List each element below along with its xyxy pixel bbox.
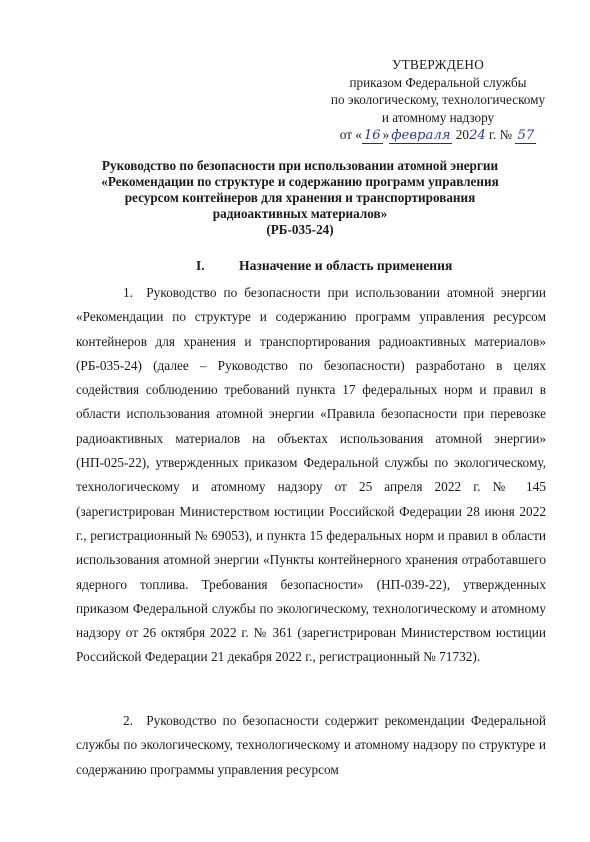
- title-line: ресурсом контейнеров для хранения и транспортирования: [124, 190, 476, 205]
- section-number: I.: [196, 258, 205, 273]
- order-separator: 20: [452, 127, 469, 142]
- document-title: [60, 158, 540, 238]
- order-day: 16: [363, 128, 381, 143]
- order-date-line: [318, 126, 558, 145]
- approval-heading: УТВЕРЖДЕНО: [391, 57, 485, 72]
- order-number: 57: [517, 128, 535, 143]
- order-separator: »: [382, 127, 390, 142]
- section-title: Назначение и область применения: [239, 258, 453, 273]
- title-line: радиоактивных материалов»: [212, 206, 388, 221]
- document-code: (РБ-035-24): [266, 222, 334, 237]
- paragraph-2: 2. Руководство по безопасности содержит рекомендации Федеральной службы по экологическому, технологическому и атомному надзору по структуре и содержанию программы управления ресурсом: [76, 713, 546, 777]
- approval-line: по экологическому, технологическому: [330, 92, 546, 107]
- approval-line: и атомному надзору: [381, 109, 495, 125]
- order-prefix: от «: [339, 127, 362, 142]
- approval-stamp: [318, 56, 558, 145]
- approval-line: приказом Федеральной службы: [349, 74, 527, 90]
- paragraph-1: 1. Руководство по безопасности при использовании атомной энергии «Рекомендации по структуре и содержанию программ управления ресурсом контейнеров для хранения и транспортирования радиоактивных материалов» (РБ-035-24) (далее – Руководство по безопасности) разработано в целях содействия соблюдению требований пункта 17 федеральных норм и правил в области использования атомной энергии «Правила безопасности при перевозке радиоактивных материалов на объектах использования атомной энергии» (НП-025-22), утвержденных приказом Федеральной службы по экологическому, технологическому и атомному надзору от 25 апреля 2022 г. № 145 (зарегистрирован Министерством юстиции Российской Федерации 28 июня 2022 г., регистрационный № 69053), и пункта 15 федеральных норм и правил в области использования атомной энергии «Пункты контейнерного хранения отработавшего ядерного топлива. Требования безопасности» (НП-039-22), утвержденных приказом Федеральной службы по экологическому, технологическому и атомному надзору от 26 октября 2022 г. № 361 (зарегистрирован Министерством юстиции Российской Федерации 21 декабря 2022 г., регистрационный № 71732).: [76, 285, 546, 665]
- order-year: 24: [468, 128, 486, 143]
- order-separator: г. №: [485, 127, 516, 142]
- order-month: февраля: [391, 128, 451, 143]
- title-line: «Рекомендации по структуре и содержанию программ управления: [101, 174, 499, 189]
- title-line: Руководство по безопасности при использовании атомной энергии: [101, 158, 499, 173]
